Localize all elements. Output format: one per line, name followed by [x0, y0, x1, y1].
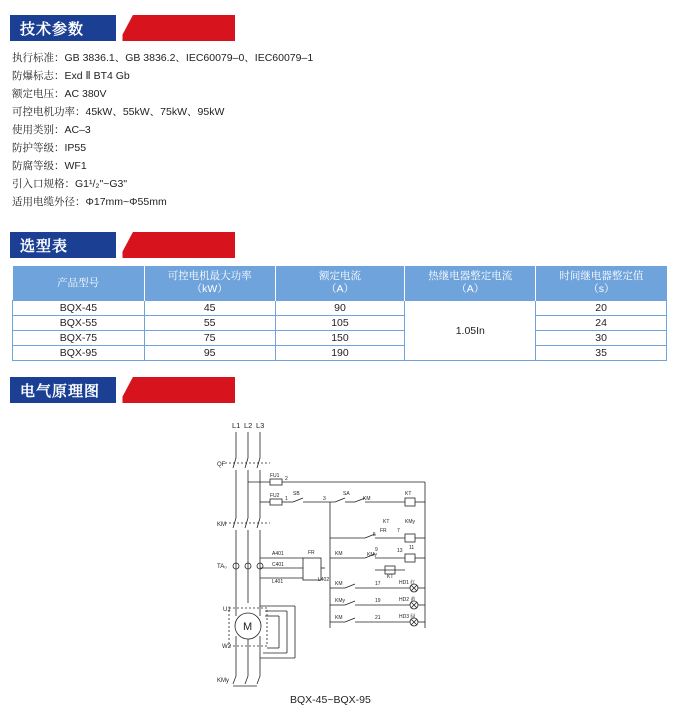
label-l3: L3	[256, 421, 265, 430]
node-3: 3	[323, 496, 326, 502]
label-l2: L2	[244, 421, 253, 430]
cell-power: 95	[144, 346, 275, 361]
header-current: 额定电流 （A）	[275, 266, 405, 301]
spec-line: 防腐等级：WF1	[12, 160, 87, 172]
cell-current: 190	[275, 346, 405, 361]
node-9: 9	[375, 547, 378, 553]
cell-model: BQX-75	[13, 331, 145, 346]
label-c401: C401	[272, 562, 284, 568]
node-2: 2	[285, 476, 288, 482]
section-title: 技术参数	[20, 21, 85, 38]
table-row	[13, 331, 667, 346]
header-relay: 热继电器整定电流 （A）	[405, 266, 536, 301]
table-row	[13, 346, 667, 361]
spec-line: 防护等级：IP55	[12, 142, 87, 154]
label-hd3: HD3 绿	[399, 614, 416, 620]
cell-current: 105	[275, 316, 405, 331]
label-fu2: FU2	[270, 493, 280, 499]
table-row	[13, 301, 667, 316]
label-km-ctrl: KM	[363, 496, 371, 502]
cell-power: 75	[144, 331, 275, 346]
label-qf: QF	[217, 462, 226, 468]
node-5: 5	[373, 532, 376, 538]
spec-line: 执行标准：GB 3836.1、GB 3836.2、IEC60079–0、IEC60079–1	[12, 52, 314, 64]
label-sb: SB	[293, 491, 300, 497]
cell-time: 24	[536, 316, 667, 331]
node-13: 13	[397, 548, 403, 554]
label-km-aux: KM	[335, 551, 343, 557]
label-w2: W2	[222, 644, 231, 650]
section-header-tech	[10, 15, 235, 41]
label-kmy: KMy	[217, 678, 229, 684]
main-circuit	[225, 432, 295, 686]
spec-line: 防爆标志：Exd Ⅱ BT4 Gb	[12, 70, 130, 82]
cell-power: 55	[144, 316, 275, 331]
cell-model: BQX-55	[13, 316, 145, 331]
node-11: 11	[409, 545, 415, 551]
label-kmy-aux: KMy	[367, 552, 377, 558]
table-header-row	[13, 266, 667, 301]
label-kt: KT	[405, 491, 412, 497]
spec-line: 可控电机功率：45kW、55kW、75kW、95kW	[12, 106, 225, 118]
label-l402: L402	[318, 577, 330, 583]
label-sa: SA	[343, 491, 350, 497]
spec-line: 适用电缆外径：Φ17mm~Φ55mm	[12, 196, 167, 208]
cell-time: 35	[536, 346, 667, 361]
circuit-diagram	[215, 418, 435, 688]
spec-line: 额定电压：AC 380V	[12, 88, 107, 100]
selection-table	[12, 266, 667, 361]
section-title: 电气原理图	[20, 383, 101, 400]
label-fr: FR	[308, 550, 315, 556]
cell-current: 90	[275, 301, 405, 316]
header-power: 可控电机最大功率 （kW）	[144, 266, 275, 301]
section-title: 选型表	[20, 238, 69, 255]
label-km-lamp2: KM	[335, 615, 343, 621]
label-kt-contact: KT	[383, 519, 390, 525]
label-u1: U1	[223, 607, 231, 613]
node-7: 7	[397, 528, 400, 534]
label-fu1: FU1	[270, 473, 280, 479]
label-hd1: HD1 红	[399, 580, 416, 586]
cell-power: 45	[144, 301, 275, 316]
cell-time: 30	[536, 331, 667, 346]
label-km-lamp: KM	[335, 581, 343, 587]
cell-relay: 1.05In	[405, 301, 536, 361]
thermal-relay	[260, 558, 325, 580]
cell-time: 20	[536, 301, 667, 316]
header-time: 时间继电器整定值 （s）	[536, 266, 667, 301]
label-kt-coil: KT	[387, 574, 394, 580]
cell-model: BQX-95	[13, 346, 145, 361]
motor-symbol: M	[243, 621, 253, 633]
header-model: 产品型号	[13, 266, 145, 301]
section-header-select	[10, 232, 235, 258]
cell-model: BQX-45	[13, 301, 145, 316]
label-kmy-lamp: KMy	[335, 598, 345, 604]
label-a401: A401	[272, 551, 284, 557]
section-header-diagram	[10, 377, 235, 403]
label-kmy-coil: KMy	[405, 519, 415, 525]
diagram-caption: BQX-45~BQX-95	[290, 694, 371, 706]
spec-line: 引入口规格：G1¹/₂"~G3"	[12, 178, 128, 190]
label-km: KM	[217, 522, 226, 528]
label-fr-ctrl: FR	[380, 528, 387, 534]
cell-current: 150	[275, 331, 405, 346]
label-l1: L1	[232, 421, 241, 430]
node-17: 17	[375, 581, 381, 587]
label-l401: L401	[272, 579, 284, 585]
node-19: 19	[375, 598, 381, 604]
node-1: 1	[285, 496, 288, 502]
spec-line: 使用类别：AC–3	[12, 124, 91, 136]
table-row	[13, 316, 667, 331]
node-21: 21	[375, 615, 381, 621]
label-hd2: HD2 黄	[399, 597, 416, 603]
label-ta: TA₀	[217, 564, 227, 570]
